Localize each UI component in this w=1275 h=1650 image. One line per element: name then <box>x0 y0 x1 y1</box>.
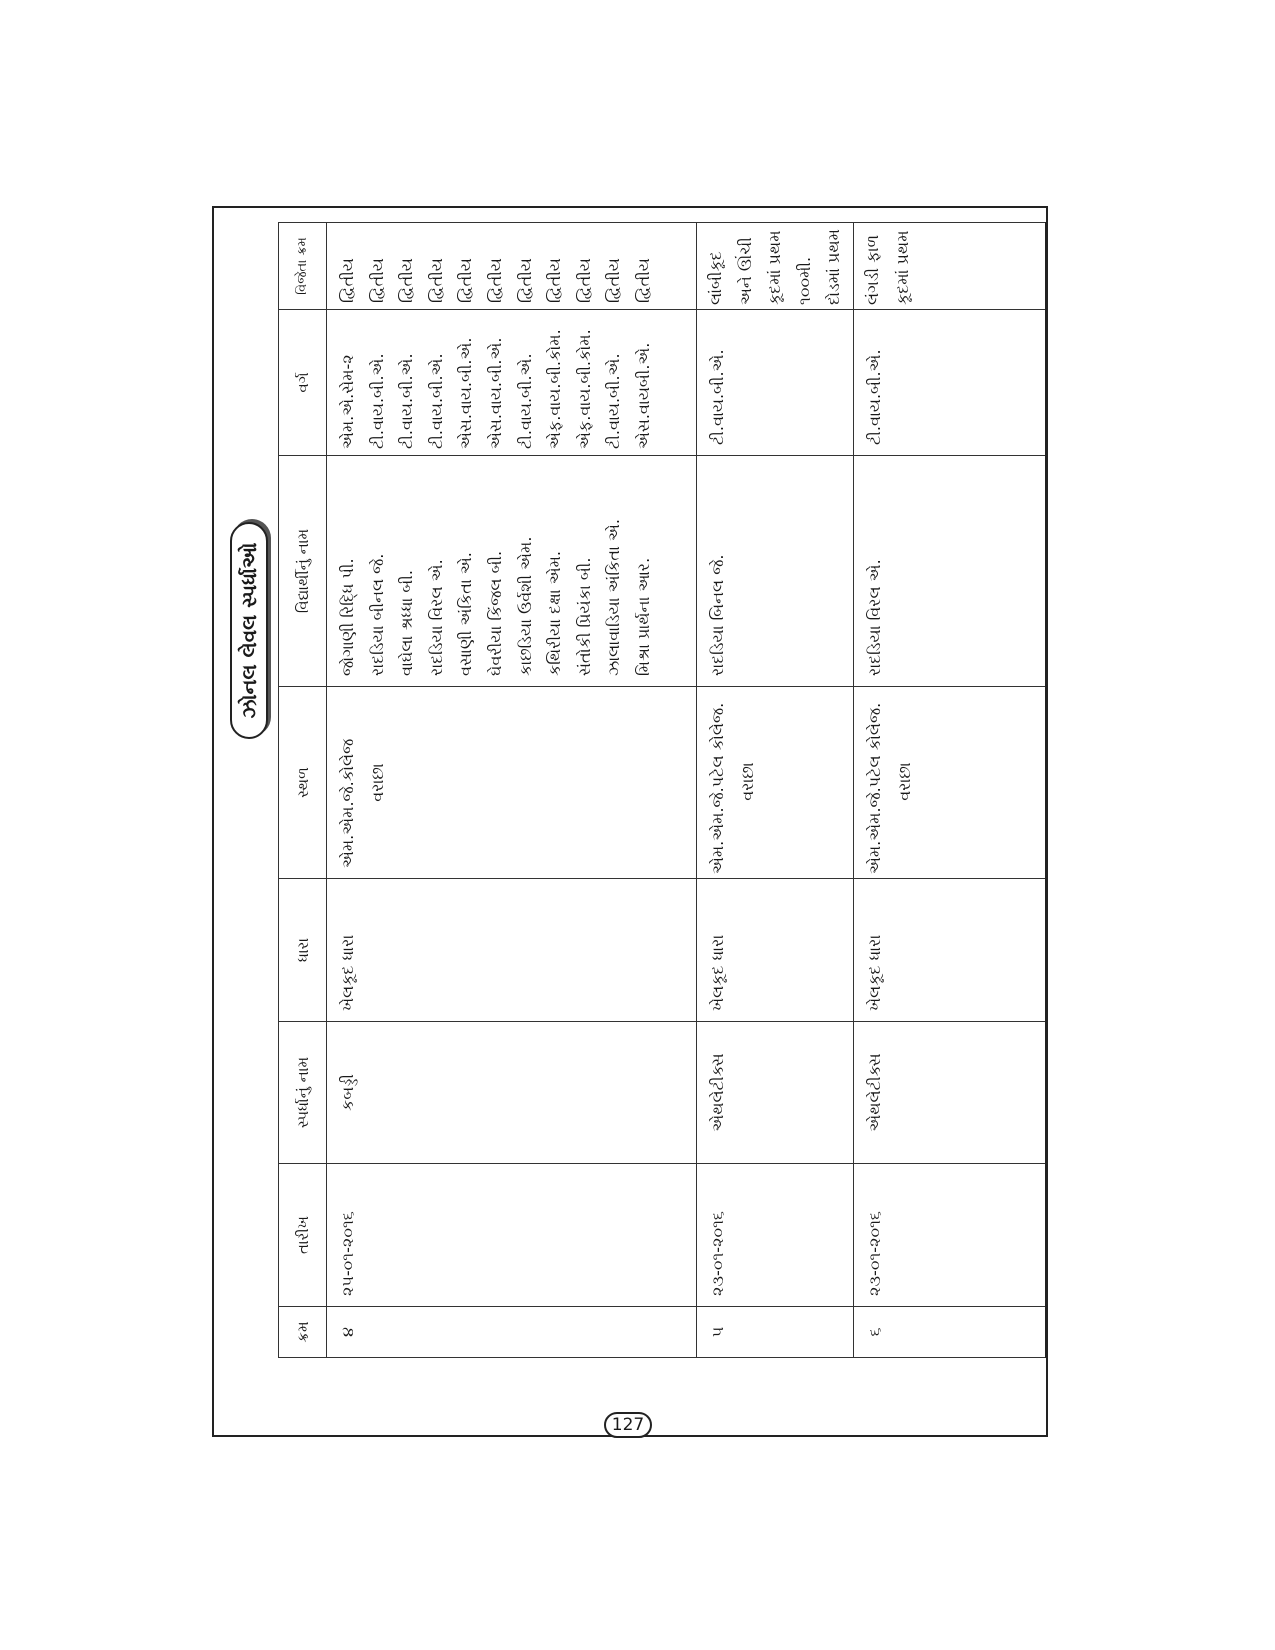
sthal-line: વરાછા <box>737 762 757 801</box>
student-rank: દ્વિતીય <box>456 258 476 303</box>
student-name: કથિરીયા દક્ષા એમ. <box>545 551 565 676</box>
cell-vijeta <box>853 223 1046 310</box>
student-name: મિશ્રા પ્રાર્થના આર. <box>633 557 653 676</box>
student-varg: એફ.વાય.બી.કોમ. <box>574 329 594 449</box>
sthal-line: એમ.એમ.જે.કોલેજ <box>338 738 357 868</box>
header-sthal: સ્થળ <box>279 687 327 879</box>
cell-tarikh: ૨૩-૦૧-૨૦૧૬ <box>697 1164 854 1307</box>
student-varg: એસ.વાય.બી.એ. <box>485 337 505 449</box>
student-name: કાછડિયા ઉર્વશી એમ. <box>515 536 535 676</box>
cell-sthal <box>853 687 1046 879</box>
student-varg: એમ.એ.સેમ-૨ <box>338 354 357 449</box>
student-varg: ટી.વાય.બી.એ. <box>515 353 535 449</box>
header-dhara: ધારા <box>279 879 327 1022</box>
student-rank: દ્વિતીય <box>545 258 565 303</box>
cell-students <box>327 456 697 687</box>
rank-line: અને ઊંચી <box>735 237 755 305</box>
page-title: ઝોનલ લેવલ સ્પર્ધાઓ <box>230 522 268 739</box>
table-row <box>327 223 697 1358</box>
header-varg: વર્ગ <box>279 310 327 456</box>
rank-line: લંગડી ફાળ <box>862 234 882 305</box>
cell-spardha: એથલેટીક્સ <box>697 1022 854 1164</box>
sthal-line: એમ.એમ.જે.પટેલ કોલેજ. <box>708 702 727 874</box>
student-name: વાઘેલા શ્રધ્ધા બી. <box>397 570 417 676</box>
page-frame <box>212 206 1048 1437</box>
header-kram: ક્રમ <box>279 1307 327 1358</box>
rotated-landscape-page <box>214 208 1050 1439</box>
cell-sthal <box>697 687 854 879</box>
cell-sthal <box>327 687 697 879</box>
rank-line: દોડમાં પ્રથમ <box>824 229 844 305</box>
student-rank: દ્વિતીય <box>397 258 417 303</box>
header-tarikh: તારીખ <box>279 1164 327 1307</box>
student-rank: દ્વિતીય <box>604 258 624 303</box>
student-name: રાદડિયા વિરલ એ. <box>426 559 446 676</box>
cell-kram: ૫ <box>697 1307 854 1358</box>
student-varg: એસ.વાયબી.એ. <box>633 342 653 449</box>
student-name: જોગાણી રિદ્ધિ પી. <box>338 558 357 676</box>
student-rank: દ્વિતીય <box>633 258 653 303</box>
cell-kram: ૬ <box>853 1307 1046 1358</box>
cell-vijeta <box>327 223 697 310</box>
cell-varg <box>327 310 697 456</box>
student-varg: એસ.વાય.બી.એ. <box>456 337 476 449</box>
sthal-line: એમ.એમ.જે.પટેલ કોલેજ. <box>864 702 884 874</box>
rank-line: કૂદમાં પ્રથમ <box>892 230 912 305</box>
cell-kram: ૪ <box>327 1307 697 1358</box>
student-name: સંતોકી પ્રિયંકા બી. <box>574 557 594 676</box>
rank-line: લાંબીકૂદ <box>706 251 725 305</box>
competition-table <box>278 222 1047 1358</box>
student-varg: એફ.વાય.બી.કોમ. <box>545 329 565 449</box>
header-vijeta: વિજેતા ક્રમ <box>279 223 327 310</box>
cell-tarikh: ૨૫-૦૧-૨૦૧૬ <box>327 1164 697 1307</box>
student-rank: દ્વિતીય <box>515 258 535 303</box>
student-name: ઘેવરીયા કિંજલ બી. <box>485 550 505 676</box>
student-varg: ટી.વાય.બી.એ. <box>426 353 446 449</box>
student-rank: દ્વિતીય <box>338 258 357 303</box>
student-name: રાદડિયા બીનલ જે. <box>367 553 387 676</box>
header-vidyarthi: વિદ્યાર્થીનું નામ <box>279 456 327 687</box>
table-row <box>697 223 854 1358</box>
student-name: ઝાલાવાડિયા અંકિતા એ. <box>604 519 624 676</box>
cell-students: રાદડિયા બિનલ જે. <box>697 456 854 687</box>
student-varg: ટી.વાય.બી.એ. <box>367 353 387 449</box>
student-rank: દ્વિતીય <box>485 258 505 303</box>
cell-spardha: એથલેટીક્સ <box>853 1022 1046 1164</box>
cell-tarikh: ૨૩-૦૧-૨૦૧૬ <box>853 1164 1046 1307</box>
student-varg: ટી.વાય.બી.એ. <box>397 353 417 449</box>
header-spardha: સ્પર્ધાનું નામ <box>279 1022 327 1164</box>
cell-varg: ટી.વાય.બી.એ. <box>697 310 854 456</box>
cell-dhara: ખેલકૂદ ધારા <box>697 879 854 1022</box>
sthal-line: વરાછા <box>894 762 914 801</box>
page-number: 127 <box>604 1412 652 1438</box>
cell-vijeta <box>697 223 854 310</box>
student-rank: દ્વિતીય <box>426 258 446 303</box>
sthal-line: વરાછા <box>367 763 387 802</box>
table-header-row <box>279 223 327 1358</box>
student-rank: દ્વિતીય <box>367 258 387 303</box>
cell-varg: ટી.વાય.બી.એ. <box>853 310 1046 456</box>
cell-dhara: ખેલકૂદ ધારા <box>853 879 1046 1022</box>
student-name: વસાણી અંકિતા એ. <box>456 552 476 676</box>
cell-dhara: ખેલકૂદ ધારા <box>327 879 697 1022</box>
student-varg: ટી.વાય.બી.એ. <box>604 353 624 449</box>
rank-line: કૂદમાં પ્રથમ <box>765 230 785 305</box>
cell-students: રાદડિયા વિરલ એ. <box>853 456 1046 687</box>
cell-spardha: કબડ્ડી <box>327 1022 697 1164</box>
rank-line: ૧૦૦મી. <box>794 256 814 305</box>
student-rank: દ્વિતીય <box>574 258 594 303</box>
table-row <box>853 223 1046 1358</box>
